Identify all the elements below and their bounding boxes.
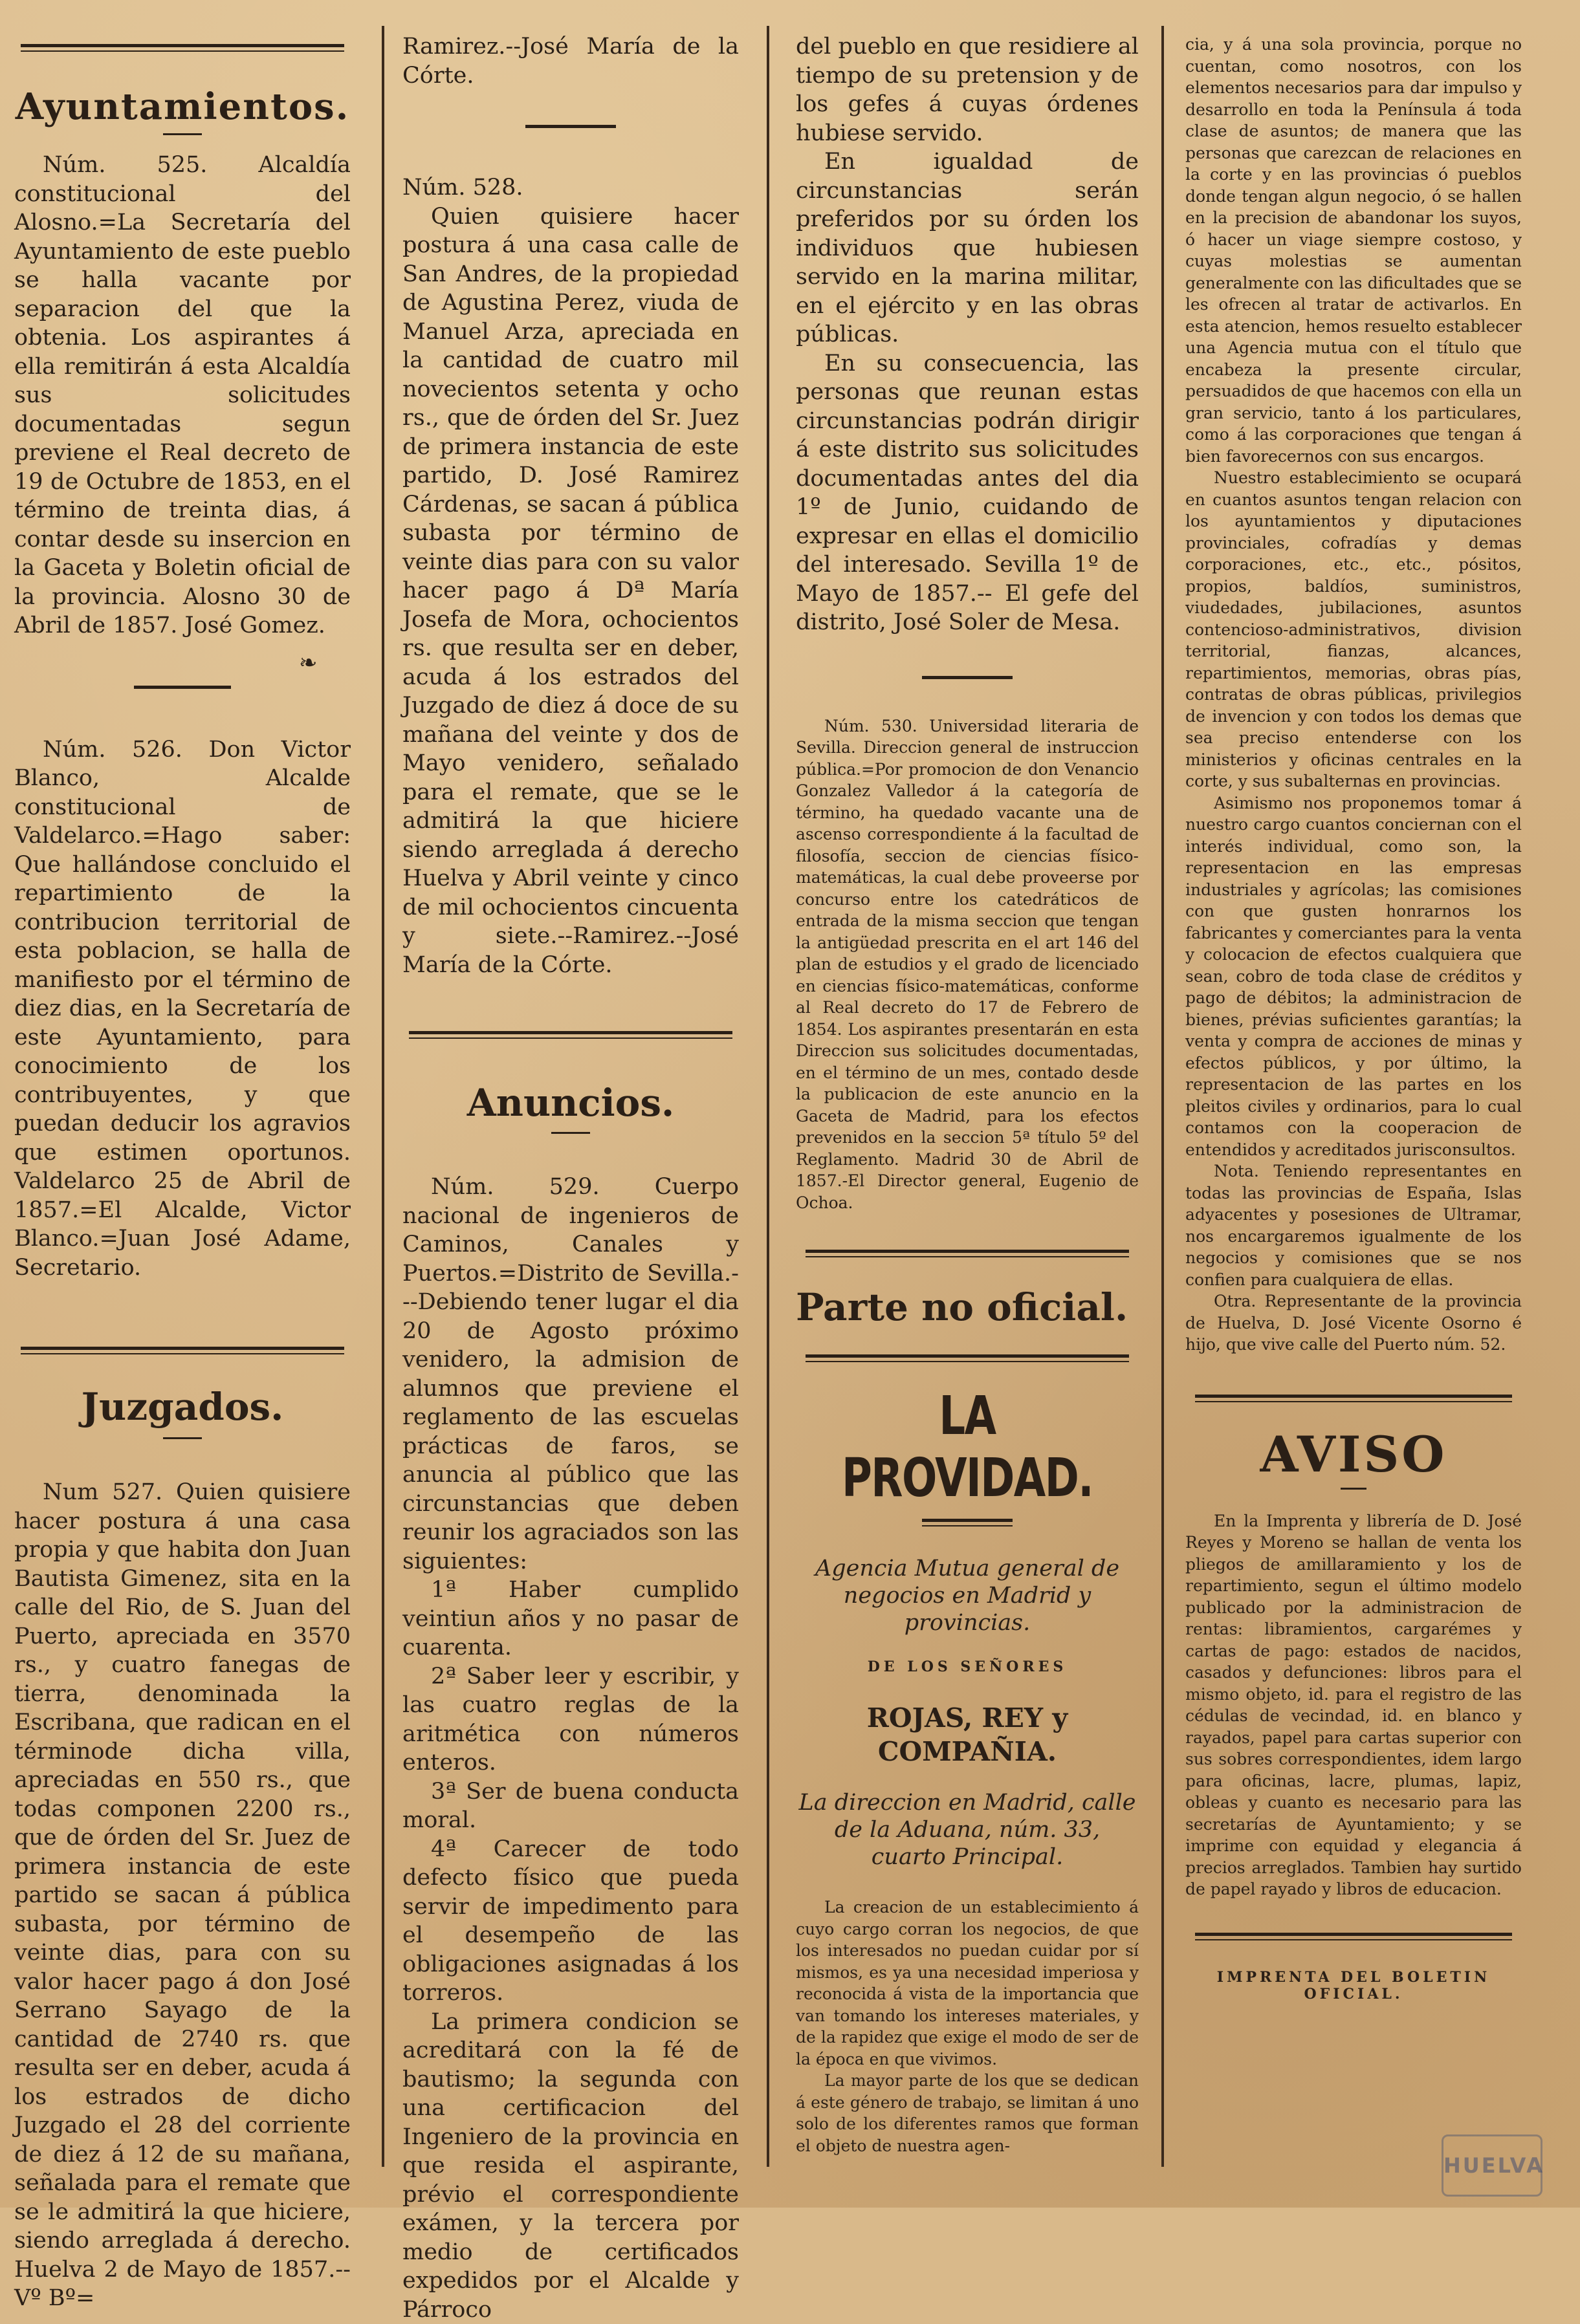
column-rule xyxy=(1161,26,1164,2167)
heading-dash xyxy=(1341,1488,1366,1490)
section-heading-anuncios: Anuncios. xyxy=(402,1079,739,1127)
section-separator xyxy=(1185,1395,1522,1402)
section-separator xyxy=(402,1031,739,1039)
requirement-proof: La primera condicion se acreditará con la fé de bautismo; la segunda con una certificacion del Ingeniero de la provincia en que resida el aspirante, prévio el correspondiente exámen, y la tercera por medio de certificados expedidos por el Alcalde y Párroco xyxy=(402,2008,739,2324)
notice-separator xyxy=(402,125,739,128)
section-separator xyxy=(796,1354,1139,1362)
agency-paragraph: Asimismo nos proponemos tomar á nuestro cargo cuantos conciernan con el interés individual, como son, la representacion en las empresas industriales y agrícolas; las comisiones con que gusten honrarnos los fabricantes y comerciantes para la venta y colocacion de efectos cualquiera que sean, cobro de toda clase de créditos y pago de débitos; la administracion de bienes, prévias suficientes garantías; la venta y compra de acciones de minas y efectos públicos, y por último, la representacion de las partes en los pleitos civiles y ordinarios, para lo cual contamos con la cooperacion de entendidos y acreditados jurisconsultos. xyxy=(1185,792,1522,1161)
section-separator xyxy=(14,44,351,52)
notice-separator xyxy=(796,676,1139,679)
notice-528-number: Núm. 528. xyxy=(402,173,739,202)
heading-dash xyxy=(163,1437,202,1439)
agency-paragraph: La creacion de un establecimiento á cuyo cargo corran los negocios, de que los interesados no puedan cuidar por sí mismos, es ya una necesidad imperiosa y reconocida á vista de la importancia que van tomando los intereses materiales, y de la rapidez que exige el modo de ser de la época en que vivimos. xyxy=(796,1896,1139,2070)
notice-continuation: del pueblo en que residiere al tiempo de su pretension y de los gefes á cuyas órdenes hubiese servido. xyxy=(796,32,1139,147)
library-stamp: HUELVA xyxy=(1442,2134,1542,2197)
agency-paragraph: Nuestro establecimiento se ocupará en cuantos asuntos tengan relacion con los ayuntamientos y diputaciones provinciales, cofradías y demas corporaciones, etc., etc., pósitos, propios, baldíos, suministros, viudedades, jubilaciones, asuntos contencioso-administrativos, division territorial, fianzas, alcances, repartimientos, memorias, obras pías, contratas de obras públicas, privilegios de invencion y con todos los demas que sea preciso entenderse con los ministerios y oficinas centrales en la corte, y sus subalternas en provincias. xyxy=(1185,467,1522,792)
section-heading-juzgados: Juzgados. xyxy=(14,1383,351,1431)
printer-imprint: IMPRENTA DEL BOLETIN OFICIAL. xyxy=(1185,1969,1522,2003)
notice-separator xyxy=(14,686,351,689)
requirement-1: 1ª Haber cumplido veintiun años y no pasar de cuarenta. xyxy=(402,1576,739,1662)
column-2 xyxy=(402,0,739,2208)
notice-525: Núm. 525. Alcaldía constitucional del Alosno.=La Secretaría del Ayuntamiento de este pueblo se halla vacante por separacion del que la obtenia. Los aspirantes á ella remitirán á esta Alcaldía sus solicitudes documentadas segun previene el Real decreto de 19 de Octubre de 1853, en el término de treinta dias, á contar desde su insercion en la Gaceta y Boletin oficial de la provincia. Alosno 30 de Abril de 1857. José Gomez. xyxy=(14,151,351,640)
agency-text xyxy=(796,1896,1139,2156)
requirement-2: 2ª Saber leer y escribir, y las cuatro reglas de la aritmética con números enteros. xyxy=(402,1662,739,1777)
notice-continuation: Ramirez.--José María de la Córte. xyxy=(402,32,739,90)
notice-527: Num 527. Quien quisiere hacer postura á una casa propia y que habita don Juan Bautista Gimenez, sita en la calle del Rio, de S. Juan del Puerto, apreciada en 3570 rs., y cuatro fanegas de tierra, denominada la Escribana, que radican en el términode dicha villa, apreciadas en 550 rs., que todas componen 2200 rs., que de órden del Sr. Juez de primera instancia de este partido se sacan á pública subasta, por término de veinte dias, para con su valor hacer pago á don José Serrano Sayago de la cantidad de 2740 rs. que resulta ser en deber, acuda á los estrados de dicho Juzgado el 28 del corriente de diez á 12 de su mañana, señalada para el remate que se le admitirá la que hiciere, siendo arreglada á derecho. Huelva 2 de Mayo de 1857.--Vº Bº= xyxy=(14,1478,351,2313)
agency-address: La direccion en Madrid, calle de la Aduana, núm. 33, cuarto Principal. xyxy=(796,1789,1139,1871)
agency-representative: Otra. Representante de la provincia de Huelva, D. José Vicente Osorno é hijo, que vive calle del Puerto núm. 52. xyxy=(1185,1290,1522,1356)
aviso-text: En la Imprenta y librería de D. José Reyes y Moreno se hallan de venta los pliegos de amillaramiento y los de repartimiento, segun el último modelo publicado por la administracion de rentas: libramientos, cargarémes y cartas de pago: estados de nacidos, casados y defunciones: libros para el mismo objeto, id. para el registro de las cédulas de vecindad, id. en blanco y rayados, papel para cartas superior con sus sobres correspondientes, idem largo para oficinas, lacre, plumas, lapiz, obleas y cuanto es necesario para las secretarías de Ayuntamiento; y se imprime con equidad y elegancia á precios arreglados. Tambien hay surtido de papel rayado y libros de educacion. xyxy=(1185,1510,1522,1900)
agency-continuation: cia, y á una sola provincia, porque no cuentan, como nosotros, con los elementos necesarios para dar impulso y desarrollo en toda la Península á toda clase de asuntos; de manera que las personas que carezcan de relaciones en la corte y en las provincias ó pueblos donde tengan algun negocio, ó se hallen en la precision de abandonar los suyos, ó hacer un viage siempre costoso, y cuyas molestias se aumentan generalmente con las dificultades que se les ofrecen al tratar de activarlos. En esta atencion, hemos resuelto establecer una Agencia mutua con el título que encabeza la presente circular, persuadidos de que hacemos con ella un gran servicio, tanto á los particulares, como á las corporaciones que tengan á bien favorecernos con sus encargos. xyxy=(1185,34,1522,467)
notice-530-block xyxy=(796,715,1139,1214)
heading-dash xyxy=(163,133,202,135)
de-los-senores: DE LOS SEÑORES xyxy=(796,1658,1139,1675)
notice-526: Núm. 526. Don Victor Blanco, Alcalde constitucional de Valdelarco.=Hago saber: Que hallándose concluido el repartimiento de la contribucion territorial de esta poblacion, se halla de manifiesto por el término de diez dias, en la Secretaría de este Ayuntamiento, para conocimiento de los contribuyentes, y que puedan deducir los agravios que estimen oportunos. Valdelarco 25 de Abril de 1857.=El Alcalde, Victor Blanco.=Juan José Adame, Secretario. xyxy=(14,735,351,1283)
section-heading-parte-no-oficial: Parte no oficial. xyxy=(796,1283,1139,1331)
notice-528: Quien quisiere hacer postura á una casa calle de San Andres, de la propiedad de Agustina Perez, viuda de Manuel Arza, apreciada en la cantidad de cuatro mil novecientos setenta y ocho rs., que de órden del Sr. Juez de primera instancia de este partido, D. José Ramirez Cárdenas, se sacan á pública subasta por término de veinte dias para con su valor hacer pago á Dª María Josefa de Mora, ochocientos rs. que resulta ser en deber, acuda á los estrados del Juzgado de diez á doce de su mañana del veinte y dos de Mayo venidero, señalado para el remate, que se le admitirá la que hiciere siendo arreglada á derecho Huelva y Abril veinte y cinco de mil ochocientos cincuenta y siete.--Ramirez.--José María de la Córte. xyxy=(402,202,739,980)
requirement-4: 4ª Carecer de todo defecto físico que pueda servir de impedimento para el desempeño de las obligaciones asignadas á los torreros. xyxy=(402,1835,739,2008)
agency-note: Nota. Teniendo representantes en todas las provincias de España, Islas adyacentes y posesiones de Ultramar, nos encargaremos igualmente de los negocios y comisiones que se nos confien para cualquiera de ellas. xyxy=(1185,1160,1522,1290)
la-providad-masthead: LA PROVIDAD. xyxy=(833,1385,1101,1510)
notice-529: Núm. 529. Cuerpo nacional de ingenieros de Caminos, Canales y Puertos.=Distrito de Sevilla.---Debiendo tener lugar el dia 20 de Agosto próximo venidero, la admision de alumnos que previene el reglamento de las escuelas prácticas de faros, se anuncia al público que las circunstancias que deben reunir los agraciados son las siguientes: xyxy=(402,1173,739,1576)
notice-paragraph: En igualdad de circunstancias serán preferidos por su órden los individuos que hubiesen servido en la marina militar, en el ejército y en las obras públicas. xyxy=(796,147,1139,349)
heading-dash xyxy=(551,1132,590,1134)
column-1 xyxy=(14,0,351,2208)
column-rule xyxy=(767,26,769,2167)
column-3 xyxy=(796,0,1139,2208)
column-rule xyxy=(382,26,384,2167)
agency-paragraph: La mayor parte de los que se dedican á este género de trabajo, se limitan á uno solo de los diferentes ramos que forman el objeto de nuestra agen- xyxy=(796,2070,1139,2156)
section-separator xyxy=(796,1250,1139,1257)
section-separator xyxy=(1185,1933,1522,1940)
masthead-rule xyxy=(796,1519,1139,1526)
section-heading-aviso: AVISO xyxy=(1185,1426,1522,1484)
notice-paragraph: En su consecuencia, las personas que reunan estas circunstancias podrán dirigir á este distrito sus solicitudes documentadas antes del dia 1º de Junio, cuidando de expresar en ellas el domicilio del interesado. Sevilla 1º de Mayo de 1857.-- El gefe del distrito, José Soler de Mesa. xyxy=(796,349,1139,637)
section-heading-ayuntamientos: Ayuntamientos. xyxy=(14,84,351,129)
ornament-icon: ❧ xyxy=(299,650,318,676)
column-4 xyxy=(1185,0,1522,2208)
section-separator xyxy=(14,1347,351,1354)
agency-subtitle: Agencia Mutua general de negocios en Madrid y provincias. xyxy=(796,1555,1139,1636)
requirement-3: 3ª Ser de buena conducta moral. xyxy=(402,1777,739,1835)
company-name: ROJAS, REY y COMPAÑIA. xyxy=(796,1701,1139,1768)
notice-530: Núm. 530. Universidad literaria de Sevilla. Direccion general de instruccion pública.=Por promocion de don Venancio Gonzalez Valledor á la categoría de término, ha quedado vacante una de ascenso correspondiente á la facultad de filosofía, seccion de ciencias físico-matemáticas, la cual debe proveerse por concurso entre los catedráticos de entrada de la misma seccion que tengan la antigüedad prescrita en el art 146 del plan de estudios y el grado de licenciado en ciencias físico-matemáticas, conforme al Real decreto do 17 de Febrero de 1854. Los aspirantes presentarán en esta Direccion sus solicitudes documentadas, en el término de un mes, contado desde la publicacion de este anuncio en la Gaceta de Madrid, para los efectos prevenidos en la seccion 5ª título 5º del Reglamento. Madrid 30 de Abril de 1857.-El Director general, Eugenio de Ochoa. xyxy=(796,715,1139,1214)
